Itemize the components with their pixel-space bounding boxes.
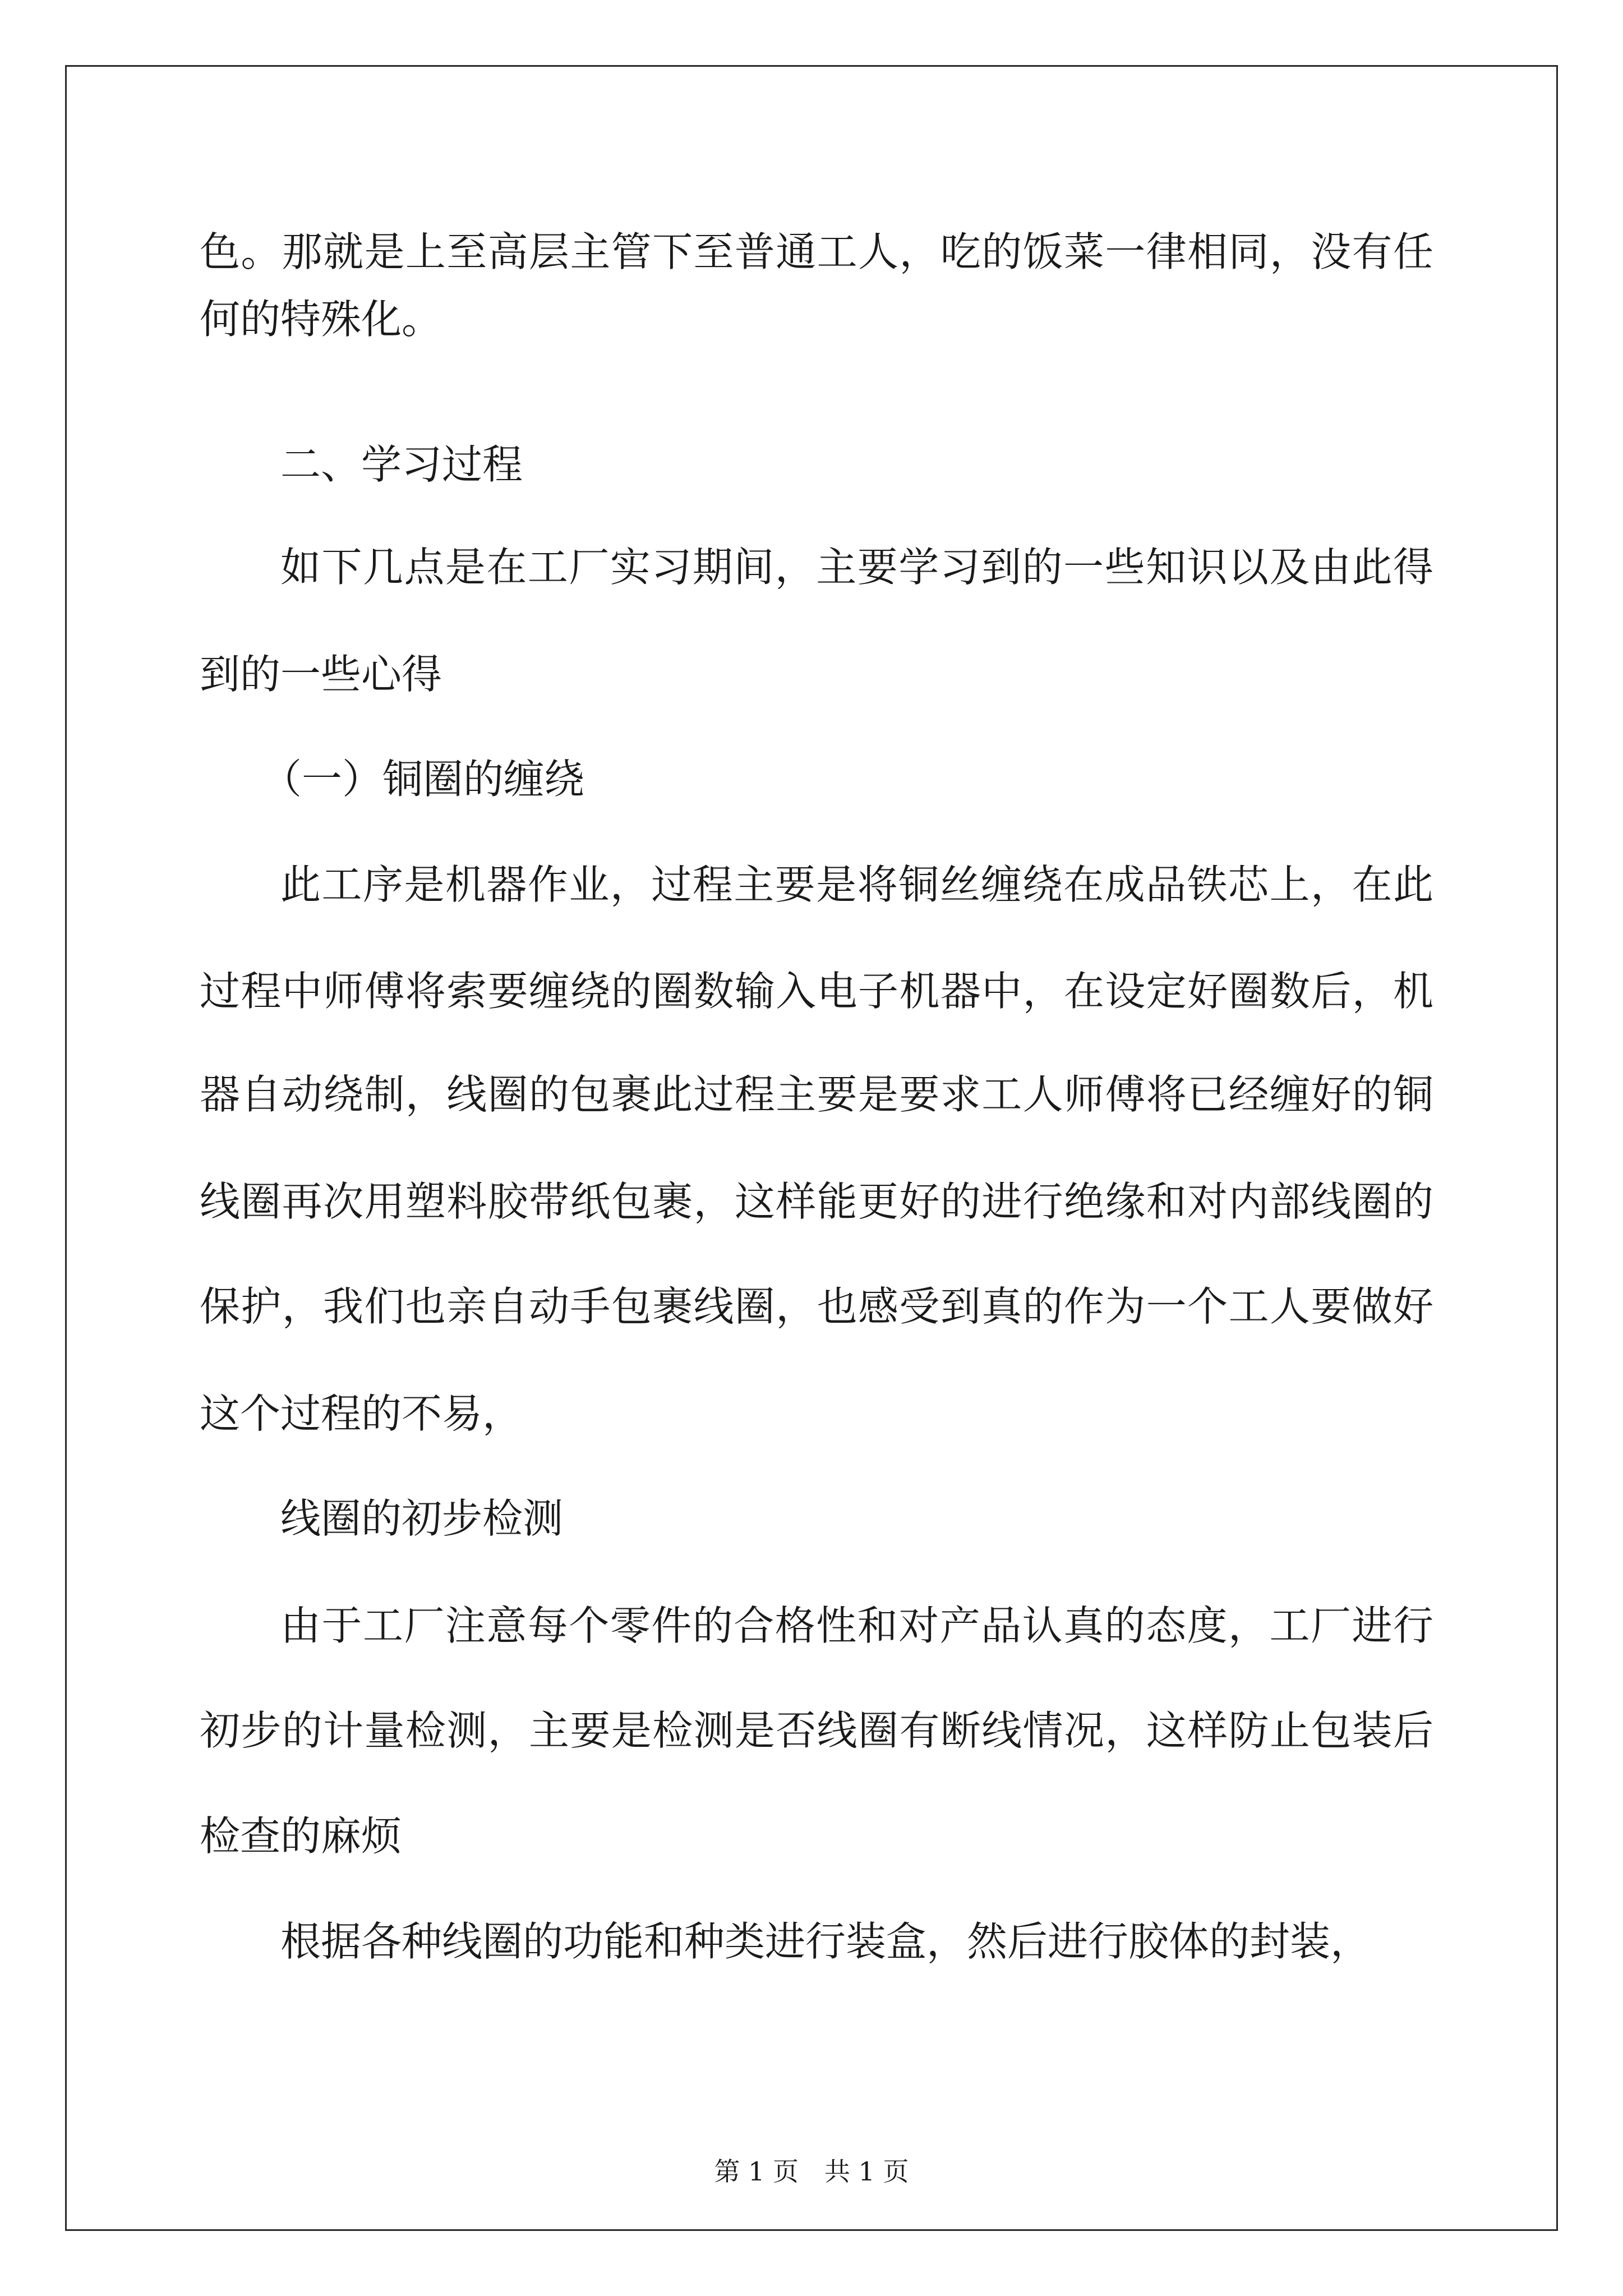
text-line: 何的特殊化。 <box>200 296 442 343</box>
subsection-heading: 线圈的初步检测 <box>280 1495 564 1542</box>
text-line: 器自动绕制，线圈的包裹此过程主要是要求工人师傅将已经缠好的铜 <box>200 1071 1433 1118</box>
subsection-heading: （一）铜圈的缠绕 <box>261 756 585 803</box>
text-line: 初步的计量检测，主要是检测是否线圈有断线情况，这样防止包装后 <box>200 1707 1433 1754</box>
text-line: 过程中师傅将索要缠绕的圈数输入电子机器中，在设定好圈数后，机 <box>200 968 1433 1015</box>
text-line: 到的一些心得 <box>200 651 442 698</box>
text-line: 检查的麻烦 <box>200 1812 402 1860</box>
text-line: 如下几点是在工厂实习期间，主要学习到的一些知识以及由此得 <box>280 544 1433 591</box>
text-line: 线圈再次用塑料胶带纸包裹，这样能更好的进行绝缘和对内部线圈的 <box>200 1178 1433 1225</box>
section-heading: 二、学习过程 <box>280 441 523 488</box>
text-line: 此工序是机器作业，过程主要是将铜丝缠绕在成品铁芯上，在此 <box>280 861 1433 908</box>
text-line: 色。那就是上至高层主管下至普通工人，吃的饭菜一律相同，没有任 <box>200 228 1433 275</box>
text-line: 由于工厂注意每个零件的合格性和对产品认真的态度，工厂进行 <box>280 1602 1433 1649</box>
text-line: 根据各种线圈的功能和种类进行装盒，然后进行胶体的封装， <box>280 1918 1371 1965</box>
page-border <box>65 65 1558 2231</box>
page-footer: 第 1 页 共 1 页 <box>714 2156 909 2187</box>
text-line: 这个过程的不易， <box>200 1390 523 1437</box>
text-line: 保护，我们也亲自动手包裹线圈，也感受到真的作为一个工人要做好 <box>200 1283 1433 1330</box>
